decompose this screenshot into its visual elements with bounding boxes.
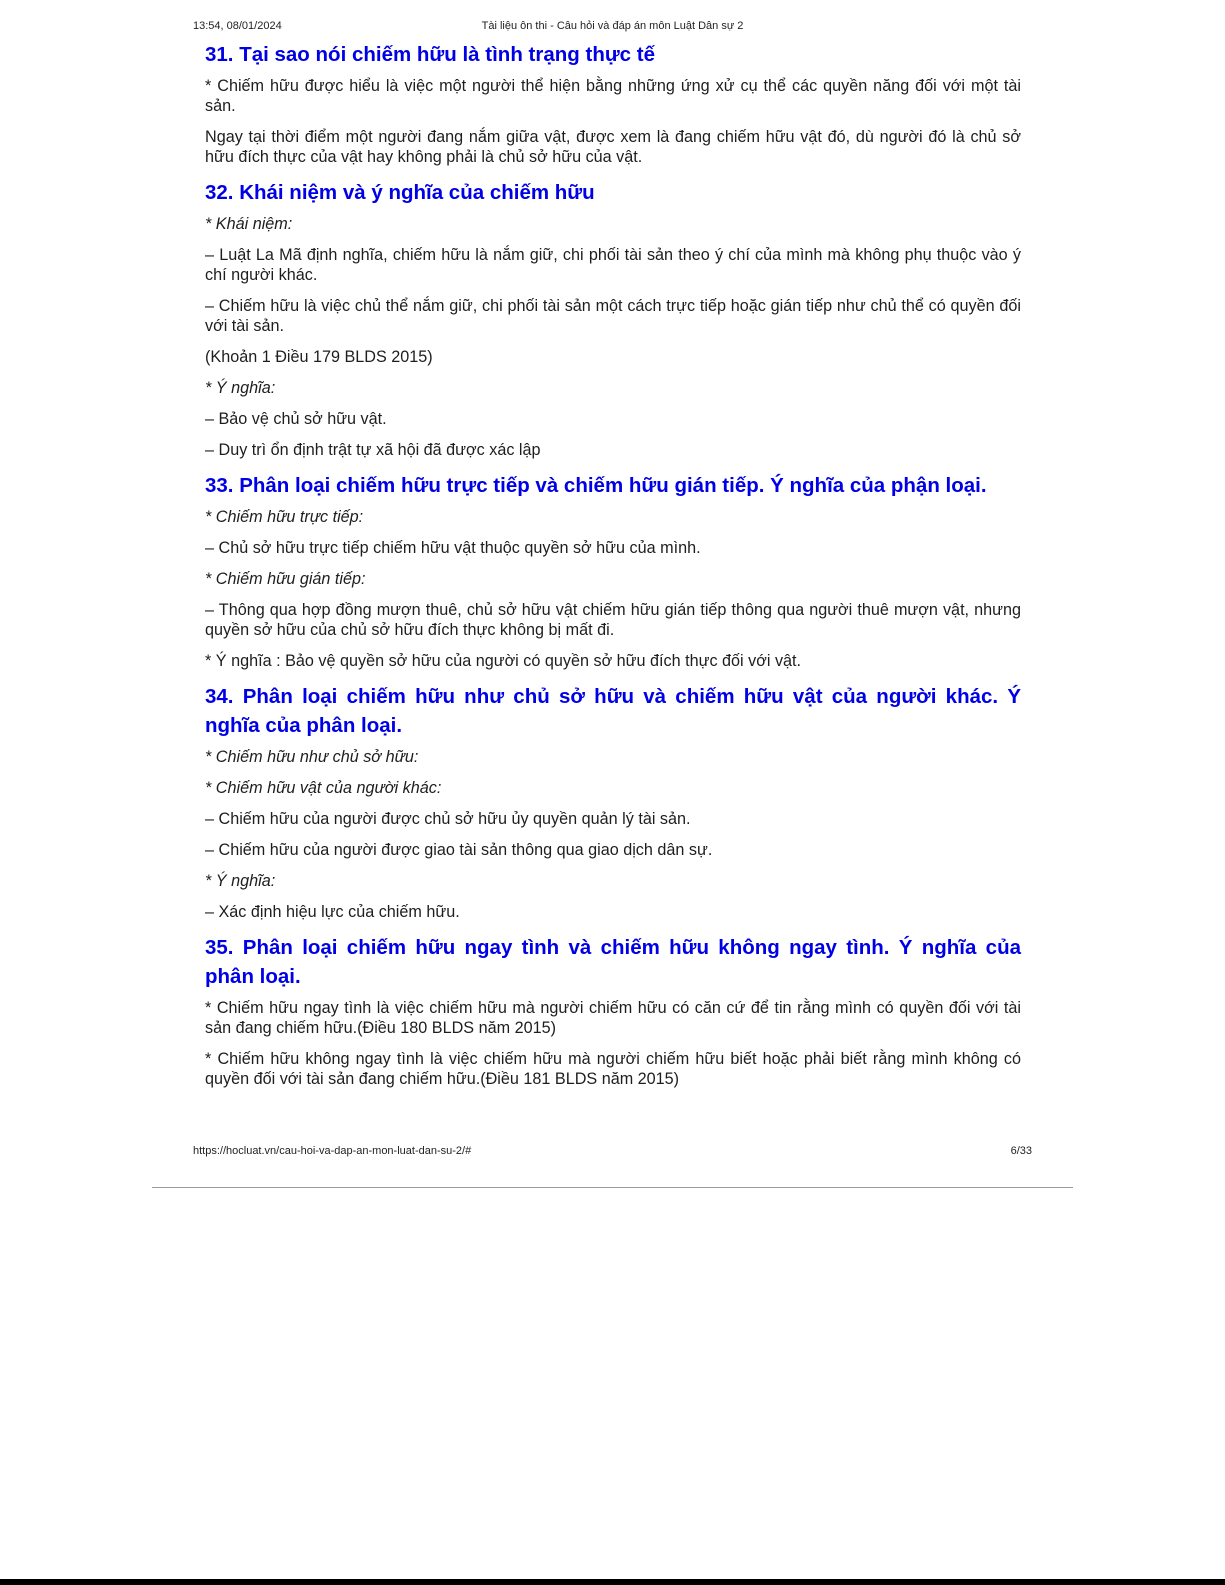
page-number: 6/33: [1010, 1145, 1032, 1157]
print-timestamp: 13:54, 08/01/2024: [193, 20, 282, 32]
section-35: [205, 933, 1021, 1089]
paragraph: * Chiếm hữu ngay tình là việc chiếm hữu mà người chiếm hữu có căn cứ để tin rằng mình có quyền đối với tài sản đang chiếm hữu.(Điều 180 BLDS năm 2015): [205, 999, 1021, 1037]
section-33-heading: 33. Phân loại chiếm hữu trực tiếp và chiếm hữu gián tiếp. Ý nghĩa của phận loại.: [205, 474, 987, 497]
section-32: [205, 178, 1021, 460]
concept-label: * Khái niệm:: [205, 215, 293, 233]
paragraph: – Chủ sở hữu trực tiếp chiếm hữu vật thuộc quyền sở hữu của mình.: [205, 539, 701, 557]
paragraph: – Chiếm hữu là việc chủ thể nắm giữ, chi phối tài sản một cách trực tiếp hoặc gián tiếp như chủ thể có quyền đối với tài sản.: [205, 297, 1021, 335]
paragraph: – Chiếm hữu của người được chủ sở hữu ủy quyền quản lý tài sản.: [205, 810, 691, 828]
paragraph: – Thông qua hợp đồng mượn thuê, chủ sở hữu vật chiếm hữu gián tiếp thông qua người thuê mượn vật, nhưng quyền sở hữu của chủ sở hữu đích thực không bị mất đi.: [205, 601, 1021, 639]
others-possession-label: * Chiếm hữu vật của người khác:: [205, 779, 442, 797]
paragraph: * Chiếm hữu không ngay tình là việc chiếm hữu mà người chiếm hữu biết hoặc phải biết rằng mình không có quyền đối với tài sản đang chiếm hữu.(Điều 181 BLDS năm 2015): [205, 1050, 1021, 1088]
paragraph: (Khoản 1 Điều 179 BLDS 2015): [205, 348, 433, 366]
print-document-title: Tài liệu ôn thi - Câu hỏi và đáp án môn Luật Dân sự 2: [481, 20, 744, 32]
print-header: [193, 20, 1032, 36]
paragraph: Ngay tại thời điểm một người đang nắm giữa vật, được xem là đang chiếm hữu vật đó, dù người đó là chủ sở hữu đích thực của vật hay không phải là chủ sở hữu của vật.: [205, 128, 1021, 166]
section-33: [205, 471, 1021, 671]
section-34: [205, 682, 1021, 922]
section-31-heading: 31. Tại sao nói chiếm hữu là tình trạng thực tế: [205, 43, 656, 66]
section-34-heading: 34. Phân loại chiếm hữu như chủ sở hữu và chiếm hữu vật của người khác. Ý nghĩa của phân loại.: [205, 685, 1021, 737]
document-body: [205, 40, 1021, 1100]
meaning-label: * Ý nghĩa:: [205, 379, 276, 397]
paragraph: – Bảo vệ chủ sở hữu vật.: [205, 410, 387, 428]
page-divider: [152, 1187, 1073, 1188]
page-url: https://hocluat.vn/cau-hoi-va-dap-an-mon-luat-dan-su-2/#: [193, 1145, 472, 1157]
paragraph: * Ý nghĩa : Bảo vệ quyền sở hữu của người có quyền sở hữu đích thực đối với vật.: [205, 652, 802, 670]
paragraph: – Duy trì ổn định trật tự xã hội đã được xác lập: [205, 441, 541, 459]
paragraph: – Xác định hiệu lực của chiếm hữu.: [205, 903, 460, 921]
paragraph: * Chiếm hữu được hiểu là việc một người thể hiện bằng những ứng xử cụ thể các quyền năng đối với một tài sản.: [205, 77, 1021, 115]
paragraph: – Luật La Mã định nghĩa, chiếm hữu là nắm giữ, chi phối tài sản theo ý chí của mình mà không phụ thuộc vào ý chí người khác.: [205, 246, 1021, 284]
section-31: [205, 40, 1021, 167]
section-32-heading: 32. Khái niệm và ý nghĩa của chiếm hữu: [205, 181, 595, 204]
paragraph: – Chiếm hữu của người được giao tài sản thông qua giao dịch dân sự.: [205, 841, 713, 859]
meaning-label: * Ý nghĩa:: [205, 872, 276, 890]
print-footer: [193, 1145, 1032, 1159]
owner-possession-label: * Chiếm hữu như chủ sở hữu:: [205, 748, 419, 766]
bottom-edge-bar: [0, 1579, 1225, 1585]
direct-possession-label: * Chiếm hữu trực tiếp:: [205, 508, 364, 526]
indirect-possession-label: * Chiếm hữu gián tiếp:: [205, 570, 366, 588]
section-35-heading: 35. Phân loại chiếm hữu ngay tình và chiếm hữu không ngay tình. Ý nghĩa của phân loại.: [205, 936, 1021, 988]
